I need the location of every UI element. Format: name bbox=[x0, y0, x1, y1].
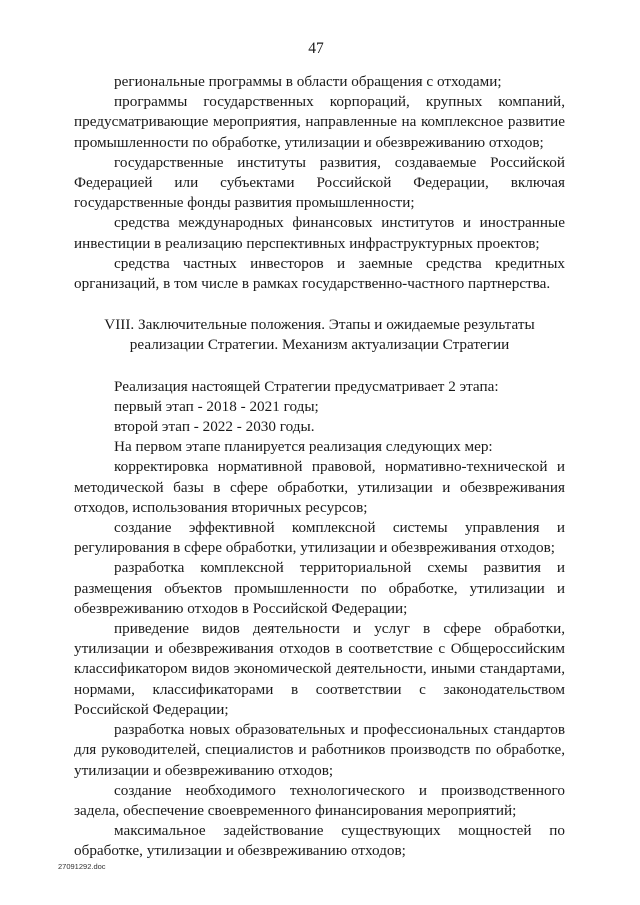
paragraph: Реализация настоящей Стратегии предусматривает 2 этапа: bbox=[114, 377, 499, 395]
paragraph: создание эффективной комплексной системы управления и регулирования в сфере обработки, утилизации и обезвреживания отходов; bbox=[74, 519, 565, 557]
paragraph: региональные программы в области обращения с отходами; bbox=[114, 73, 502, 90]
paragraph: создание необходимого технологического и производственного задела, обеспечение своевременного финансирования мероприятий; bbox=[74, 781, 565, 819]
paragraph: средства частных инвесторов и заемные средства кредитных организаций, в том числе в рамках государственно-частного партнерства. bbox=[74, 254, 565, 293]
document-body bbox=[74, 72, 565, 862]
paragraph: программы государственных корпораций, крупных компаний, предусматривающие мероприятия, направленные на комплексное развитие промышленности по обработке, утилизации и обезвреживанию отходов; bbox=[74, 93, 565, 151]
section-heading bbox=[74, 315, 565, 355]
paragraph: максимальное задействование существующих мощностей по обработке, утилизации и обезвреживанию отходов; bbox=[74, 822, 565, 860]
paragraph: На первом этапе планируется реализация следующих мер: bbox=[114, 438, 493, 456]
paragraph: разработка новых образовательных и профессиональных стандартов для руководителей, специалистов и работников производств по обработке, утилизации и обезвреживанию отходов; bbox=[74, 721, 565, 779]
paragraph: первый этап - 2018 - 2021 годы; bbox=[114, 397, 319, 415]
paragraph: корректировка нормативной правовой, нормативно-технической и методической базы в сфере обработки, утилизации и обезвреживания отходов, использования вторичных ресурсов; bbox=[74, 458, 565, 516]
page-number: 47 bbox=[308, 40, 324, 57]
paragraph: второй этап - 2022 - 2030 годы. bbox=[114, 418, 315, 436]
section-heading-line: реализации Стратегии. Механизм актуализации Стратегии bbox=[129, 336, 510, 354]
section-heading-line: VIII. Заключительные положения. Этапы и ожидаемые результаты bbox=[104, 316, 535, 334]
paragraph: государственные институты развития, создаваемые Российской Федерацией или субъектами Российской Федерации, включая государственные фонды развития промышленности; bbox=[74, 153, 565, 212]
paragraph: средства международных финансовых институтов и иностранные инвестиции в реализацию перспективных инфраструктурных проектов; bbox=[74, 214, 565, 252]
paragraph: приведение видов деятельности и услуг в сфере обработки, утилизации и обезвреживания отходов в соответствие с Общероссийским классификатором видов экономической деятельности, иными стандартами, нормами, классификаторами в соответствии с законодательством Российской Федерации; bbox=[74, 620, 565, 718]
paragraph: разработка комплексной территориальной схемы развития и размещения объектов промышленности по обработке, утилизации и обезвреживанию отходов в Российской Федерации; bbox=[74, 559, 565, 617]
document-file-code: 27091292.doc bbox=[58, 862, 106, 871]
